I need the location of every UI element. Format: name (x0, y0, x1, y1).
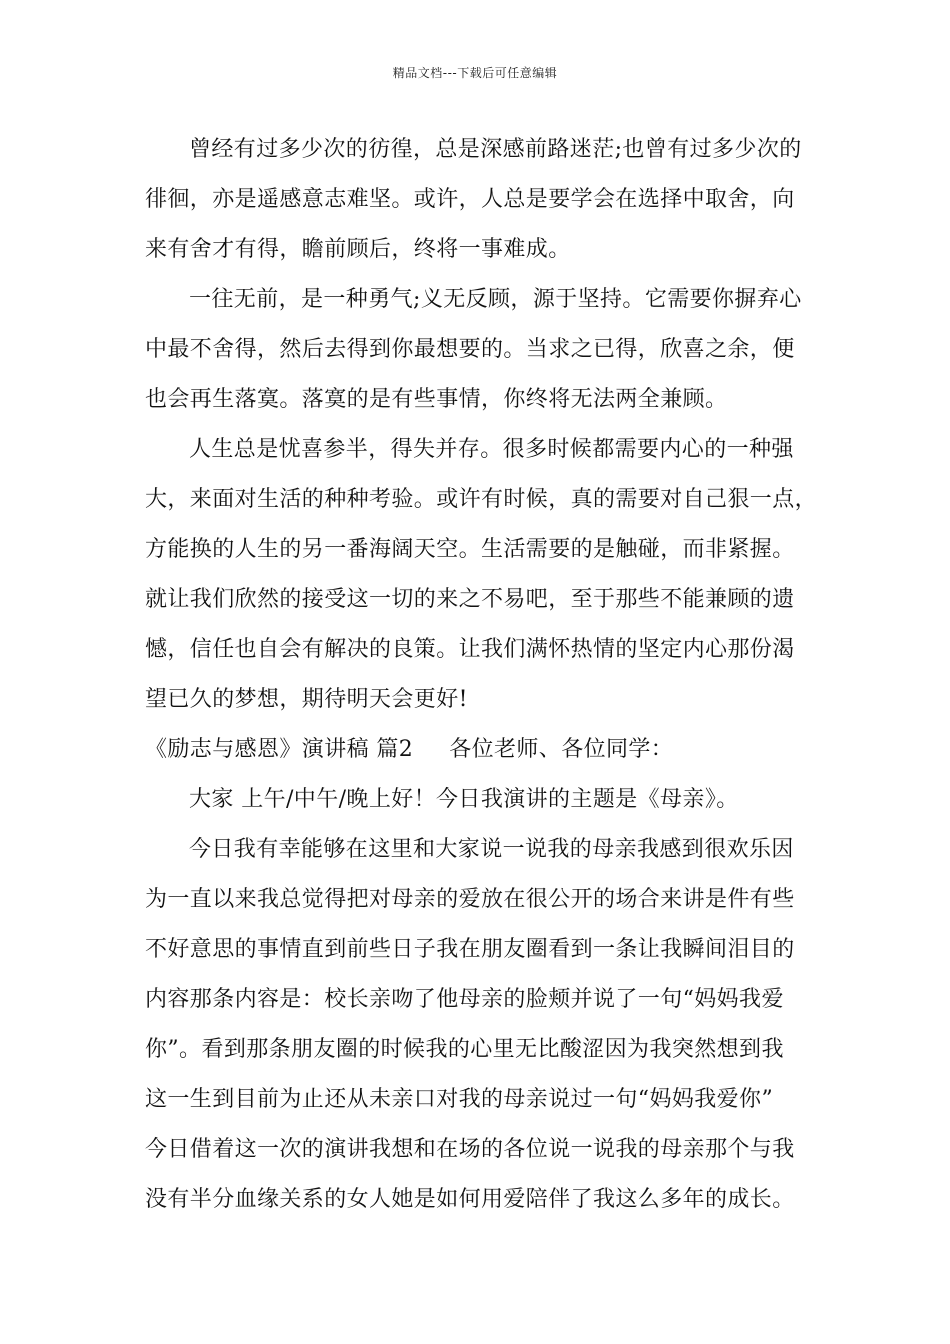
text-line: 今日我有幸能够在这里和大家说一说我的母亲我感到很欢乐因 (189, 837, 794, 862)
section-heading (145, 725, 810, 775)
text-line: 就让我们欣然的接受这一切的来之不易吧，至于那些不能兼顾的遗 (145, 587, 795, 612)
paragraph-2 (145, 275, 810, 425)
text-line: 也会再生落寞。落寞的是有些事情，你终将无法两全兼顾。 (145, 387, 728, 412)
text-line: 望已久的梦想，期待明天会更好! (145, 687, 468, 712)
salutation: 各位老师、各位同学： (449, 737, 674, 762)
paragraph-3 (145, 425, 818, 725)
paragraph-4 (145, 825, 810, 1225)
text-line: 为一直以来我总觉得把对母亲的爱放在很公开的场合来讲是件有些 (145, 887, 795, 912)
text-line: 一往无前，是一种勇气;义无反顾，源于坚持。它需要你摒弃心 (189, 287, 802, 312)
page-header: 精品文档---下载后可任意编辑 (392, 66, 558, 80)
text-line: 内容那条内容是：校长亲吻了他母亲的脸颊并说了一句“妈妈我爱 (145, 987, 784, 1012)
speech-title: 《励志与感恩》演讲稿 篇2 (145, 737, 414, 762)
text-line: 曾经有过多少次的彷徨，总是深感前路迷茫;也曾有过多少次的 (189, 137, 802, 162)
greeting-line: 大家 上午/中午/晚上好！今日我演讲的主题是《母亲》。 (189, 787, 739, 812)
paragraph-1 (145, 125, 810, 275)
text-line: 你”。看到那条朋友圈的时候我的心里无比酸涩因为我突然想到我 (145, 1037, 784, 1062)
text-line: 来有舍才有得，瞻前顾后，终将一事难成。 (145, 237, 571, 262)
text-line: 人生总是忧喜参半，得失并存。很多时候都需要内心的一种强 (189, 437, 794, 462)
text-line: 方能换的人生的另一番海阔天空。生活需要的是触碰，而非紧握。 (145, 537, 795, 562)
text-line: 今日借着这一次的演讲我想和在场的各位说一说我的母亲那个与我 (145, 1137, 795, 1162)
text-line: 不好意思的事情直到前些日子我在朋友圈看到一条让我瞬间泪目的 (145, 937, 795, 962)
document-body (145, 125, 818, 1225)
text-line: 憾，信任也自会有解决的良策。让我们满怀热情的坚定内心那份渴 (145, 637, 795, 662)
text-line: 中最不舍得，然后去得到你最想要的。当求之已得，欣喜之余，便 (145, 337, 795, 362)
text-line: 大，来面对生活的种种考验。或许有时候，真的需要对自己狠一点， (145, 487, 818, 512)
text-line: 徘徊，亦是遥感意志难坚。或许，人总是要学会在选择中取舍，向 (145, 187, 795, 212)
text-line: 这一生到目前为止还从未亲口对我的母亲说过一句“妈妈我爱你” (145, 1087, 774, 1112)
text-line: 没有半分血缘关系的女人她是如何用爱陪伴了我这么多年的成长。 (145, 1187, 795, 1212)
